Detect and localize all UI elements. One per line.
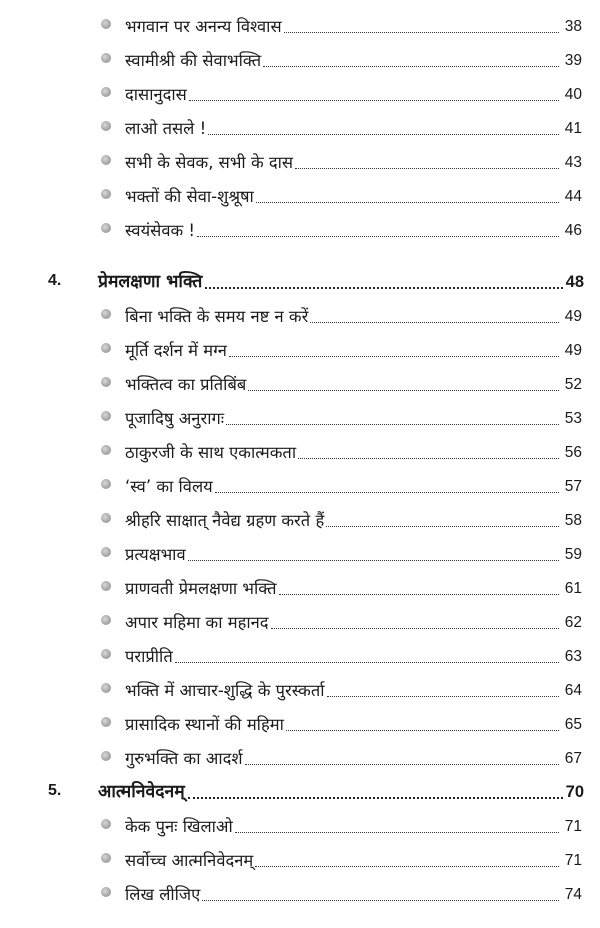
- toc-entry-line: [125, 642, 582, 668]
- toc-entry: [0, 842, 600, 876]
- toc-entry-title: पराप्रीति: [125, 647, 173, 666]
- toc-entry-line: [125, 182, 582, 208]
- toc-entry-page: 46: [564, 222, 582, 239]
- toc-entry-page: 41: [564, 120, 582, 137]
- dot-leader: [197, 235, 559, 237]
- toc-entry-title: ठाकुरजी के साथ एकात्मकता: [125, 443, 297, 462]
- toc-entry-line: [125, 812, 582, 838]
- chapter-number: 4.: [48, 272, 62, 289]
- toc-entry-line: [125, 574, 582, 600]
- bullet-icon: [101, 547, 111, 557]
- toc-entry: [0, 110, 600, 144]
- bullet-icon: [101, 853, 111, 863]
- toc-entry-page: 61: [564, 580, 582, 597]
- toc-entry-title: प्रासादिक स्थानों की महिमा: [125, 715, 284, 734]
- toc-section-chapter-4: [0, 262, 600, 774]
- bullet-icon: [101, 751, 111, 761]
- toc-entry-title: दासानुदास: [125, 85, 187, 104]
- toc-entry: [0, 400, 600, 434]
- toc-entry-title: प्रत्यक्षभाव: [125, 545, 186, 564]
- toc-entry-line: [125, 80, 582, 106]
- toc-entry-line: [125, 46, 582, 72]
- toc-entry-title: प्राणवती प्रेमलक्षणा भक्ति: [125, 579, 277, 598]
- chapter-line: [98, 776, 584, 804]
- toc-entry-title: गुरुभक्ति का आदर्श: [125, 749, 243, 768]
- toc-entry-title: भक्तित्व का प्रतिबिंब: [125, 375, 247, 394]
- toc-entry-page: 38: [564, 18, 582, 35]
- bullet-icon: [101, 377, 111, 387]
- toc-entry-page: 43: [564, 154, 582, 171]
- toc-entry: [0, 212, 600, 246]
- dot-leader: [188, 796, 563, 799]
- bullet-icon: [101, 411, 111, 421]
- toc-entry: [0, 638, 600, 672]
- bullet-icon: [101, 615, 111, 625]
- dot-leader: [298, 457, 559, 459]
- toc-chapter-heading: [0, 772, 600, 808]
- toc-section-continued: [0, 8, 600, 246]
- dot-leader: [327, 695, 559, 697]
- toc-entry-line: [125, 114, 582, 140]
- toc-entry-page: 39: [564, 52, 582, 69]
- toc-entry: [0, 604, 600, 638]
- toc-entry-page: 74: [564, 886, 582, 903]
- bullet-icon: [101, 887, 111, 897]
- chapter-page: 48: [565, 273, 584, 291]
- bullet-icon: [101, 445, 111, 455]
- toc-entry: [0, 434, 600, 468]
- bullet-icon: [101, 87, 111, 97]
- toc-entry-line: [125, 472, 582, 498]
- toc-entry-line: [125, 676, 582, 702]
- dot-leader: [284, 31, 559, 33]
- toc-entry-title: भक्तों की सेवा-शुश्रूषा: [125, 187, 254, 206]
- toc-entry-page: 49: [564, 308, 582, 325]
- toc-entry-title: श्रीहरि साक्षात् नैवेद्य ग्रहण करते हैं: [125, 511, 325, 530]
- dot-leader: [208, 133, 559, 135]
- toc-entry-page: 62: [564, 614, 582, 631]
- toc-entry-page: 49: [564, 342, 582, 359]
- dot-leader: [310, 321, 559, 323]
- toc-entry-page: 63: [564, 648, 582, 665]
- toc-entry-line: [125, 148, 582, 174]
- toc-entry-line: [125, 404, 582, 430]
- dot-leader: [279, 593, 559, 595]
- toc-entry-line: [125, 608, 582, 634]
- dot-leader: [255, 865, 559, 867]
- toc-entry-title: बिना भक्ति के समय नष्ट न करें: [125, 307, 309, 326]
- toc-entry-title: मूर्ति दर्शन में मग्न: [125, 341, 227, 360]
- toc-entry-title: स्वामीश्री की सेवाभक्ति: [125, 51, 262, 70]
- toc-entry: [0, 144, 600, 178]
- toc-entry-line: [125, 710, 582, 736]
- toc-entry-page: 57: [564, 478, 582, 495]
- bullet-icon: [101, 819, 111, 829]
- dot-leader: [326, 525, 559, 527]
- dot-leader: [226, 423, 559, 425]
- toc-entry-page: 71: [564, 818, 582, 835]
- dot-leader: [256, 201, 559, 203]
- bullet-icon: [101, 309, 111, 319]
- dot-leader: [189, 99, 559, 101]
- toc-entry-page: 40: [564, 86, 582, 103]
- dot-leader: [202, 899, 559, 901]
- toc-entry: [0, 740, 600, 774]
- chapter-page: 70: [565, 783, 584, 801]
- toc-entry-title: भक्ति में आचार-शुद्धि के पुरस्कर्ता: [125, 681, 325, 700]
- dot-leader: [245, 763, 559, 765]
- toc-entry-title: लाओ तसले !: [125, 119, 207, 138]
- dot-leader: [248, 389, 559, 391]
- toc-entry-page: 65: [564, 716, 582, 733]
- toc-section-chapter-5: [0, 772, 600, 910]
- toc-entry-title: लिख लीजिए: [125, 885, 201, 904]
- toc-entry-title: अपार महिमा का महानद: [125, 613, 269, 632]
- toc-entry: [0, 876, 600, 910]
- chapter-title: आत्मनिवेदनम्: [98, 782, 185, 802]
- bullet-icon: [101, 155, 111, 165]
- toc-entry-page: 67: [564, 750, 582, 767]
- toc-entry: [0, 706, 600, 740]
- toc-entry: [0, 672, 600, 706]
- toc-entry-page: 53: [564, 410, 582, 427]
- toc-entry-page: 44: [564, 188, 582, 205]
- chapter-number: 5.: [48, 782, 62, 799]
- toc-entry-line: [125, 540, 582, 566]
- toc-entry-title: सभी के सेवक, सभी के दास: [125, 153, 294, 172]
- toc-entry: [0, 502, 600, 536]
- toc-entry-line: [125, 438, 582, 464]
- dot-leader: [271, 627, 559, 629]
- dot-leader: [229, 355, 559, 357]
- dot-leader: [235, 831, 559, 833]
- toc-entry-line: [125, 370, 582, 396]
- bullet-icon: [101, 717, 111, 727]
- dot-leader: [295, 167, 559, 169]
- dot-leader: [205, 286, 562, 289]
- toc-entry: [0, 808, 600, 842]
- bullet-icon: [101, 479, 111, 489]
- toc-entry-line: [125, 216, 582, 242]
- dot-leader: [175, 661, 559, 663]
- toc-entry: [0, 76, 600, 110]
- toc-entry-page: 64: [564, 682, 582, 699]
- toc-entry-page: 56: [564, 444, 582, 461]
- bullet-icon: [101, 649, 111, 659]
- bullet-icon: [101, 121, 111, 131]
- toc-entry-page: 52: [564, 376, 582, 393]
- toc-entry: [0, 178, 600, 212]
- dot-leader: [286, 729, 559, 731]
- toc-entry-title: सर्वोच्च आत्मनिवेदनम्: [125, 851, 254, 870]
- toc-entry-page: 71: [564, 852, 582, 869]
- bullet-icon: [101, 189, 111, 199]
- toc-entry-title: स्वयंसेवक !: [125, 221, 196, 240]
- toc-entry-line: [125, 744, 582, 770]
- bullet-icon: [101, 53, 111, 63]
- toc-entry-line: [125, 336, 582, 362]
- toc-entry: [0, 42, 600, 76]
- toc-entry-page: 58: [564, 512, 582, 529]
- toc-entry-line: [125, 12, 582, 38]
- bullet-icon: [101, 581, 111, 591]
- toc-entry-page: 59: [564, 546, 582, 563]
- bullet-icon: [101, 343, 111, 353]
- dot-leader: [215, 491, 559, 493]
- toc-entry-line: [125, 880, 582, 906]
- toc-entry-line: [125, 506, 582, 532]
- toc-entry: [0, 570, 600, 604]
- toc-entry: [0, 468, 600, 502]
- toc-entry: [0, 536, 600, 570]
- chapter-title: प्रेमलक्षणा भक्ति: [98, 272, 203, 292]
- toc-chapter-heading: [0, 262, 600, 298]
- dot-leader: [188, 559, 559, 561]
- toc-entry-line: [125, 846, 582, 872]
- toc-entry-title: केक पुनः खिलाओ: [125, 817, 233, 836]
- toc-entry-title: ‘स्व’ का विलय: [125, 477, 213, 496]
- bullet-icon: [101, 19, 111, 29]
- toc-entry: [0, 366, 600, 400]
- bullet-icon: [101, 223, 111, 233]
- chapter-line: [98, 266, 584, 294]
- toc-entry: [0, 332, 600, 366]
- toc-entry-title: भगवान पर अनन्य विश्वास: [125, 17, 282, 36]
- bullet-icon: [101, 683, 111, 693]
- bullet-icon: [101, 513, 111, 523]
- toc-entry-line: [125, 302, 582, 328]
- dot-leader: [263, 65, 559, 67]
- toc-entry-title: पूजादिषु अनुरागः: [125, 409, 225, 428]
- toc-entry: [0, 298, 600, 332]
- toc-entry: [0, 8, 600, 42]
